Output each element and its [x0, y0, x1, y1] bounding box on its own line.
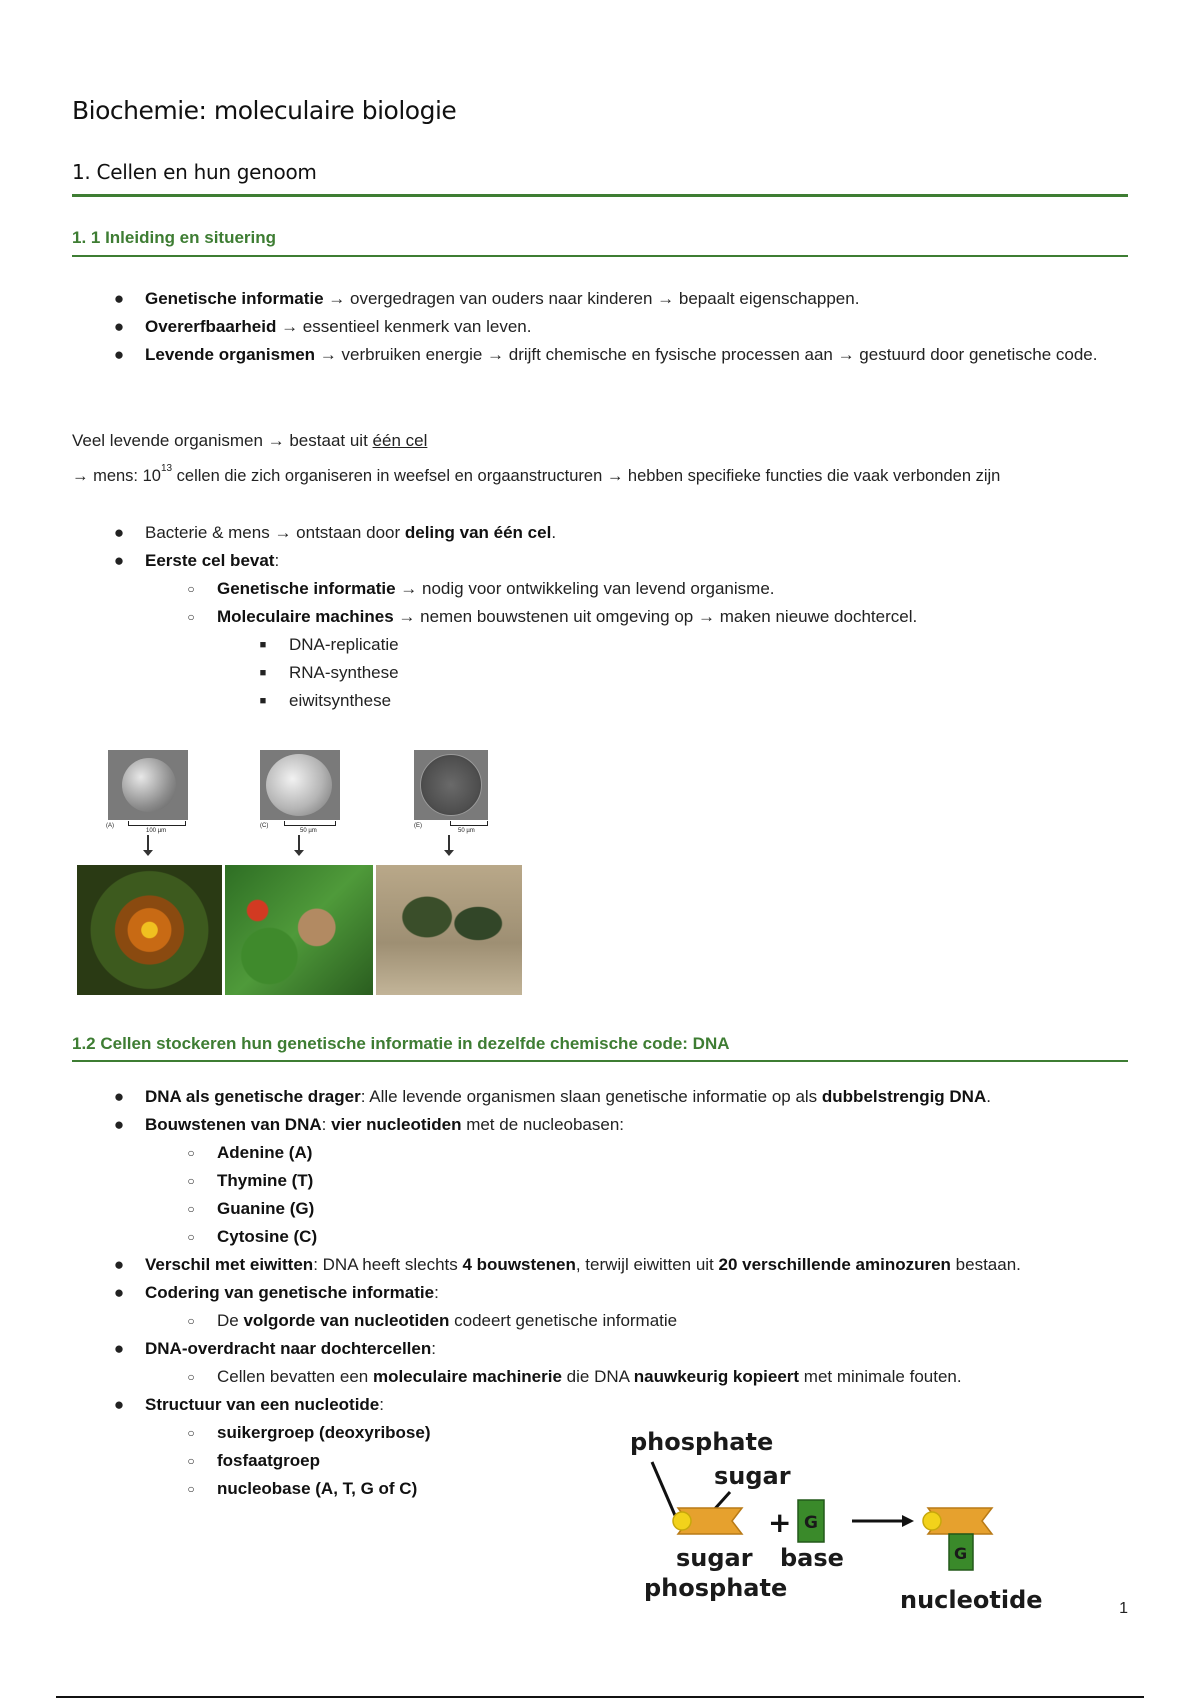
- list-item: ○ De volgorde van nucleotiden codeert genetische informatie: [187, 1311, 678, 1330]
- section-title-1-2: 1.2 Cellen stockeren hun genetische informatie in dezelfde chemische code: DNA: [72, 1034, 730, 1053]
- list-item: ● Genetische informatie → overgedragen van ouders naar kinderen → bepaalt eigenschappen.: [113, 289, 860, 308]
- panel-label: (C): [260, 823, 269, 829]
- section-divider: [72, 1060, 1128, 1062]
- paragraph-human-cells: → mens: $10^{13}$ cellen die zich organiseren in weefsel en orgaanstructuren → hebben specifieke functies die vaak verbonden zijn: [72, 463, 1001, 485]
- list-item: ○ Adenine (A): [187, 1143, 313, 1162]
- list-item: ● Bouwstenen van DNA: vier nucleotiden met de nucleobasen:: [113, 1115, 625, 1134]
- sugar-label: sugar: [714, 1462, 791, 1490]
- list-item: ● Structuur van een nucleotide:: [113, 1395, 384, 1414]
- list-item: ● DNA-overdracht naar dochtercellen:: [113, 1339, 436, 1358]
- organism-photo-plant: [376, 865, 522, 995]
- list-item: ● Verschil met eiwitten: DNA heeft slechts 4 bouwstenen, terwijl eiwitten uit 20 verschillende aminozuren bestaan.: [113, 1255, 1021, 1274]
- nucleotide-label: nucleotide: [900, 1586, 1043, 1614]
- list-item: ○ Moleculaire machines → nemen bouwstenen uit omgeving op → maken nieuwe dochtercel.: [187, 607, 918, 626]
- list-item: ○ Thymine (T): [187, 1171, 314, 1190]
- arrow-down-icon: [448, 835, 450, 851]
- scale-bar: [284, 821, 336, 826]
- nucleotide-diagram: [620, 1420, 1050, 1620]
- page-bottom-border: [56, 1696, 1144, 1698]
- reaction-arrow-head: [902, 1515, 914, 1527]
- organism-photo-mouse: [225, 865, 373, 995]
- document-title: Biochemie: moleculaire biologie: [72, 96, 457, 125]
- list-item: ● Eerste cel bevat:: [113, 551, 280, 570]
- product-phosphate-dot: [923, 1512, 941, 1530]
- list-item: ○ Cytosine (C): [187, 1227, 318, 1246]
- chapter-title: 1. Cellen en hun genoom: [72, 160, 317, 184]
- arrow-down-icon: [298, 835, 300, 851]
- egg-image-e: [414, 750, 488, 820]
- chapter-divider: [72, 194, 1128, 197]
- intro-bullet-list: [113, 285, 1125, 369]
- base-label: base: [780, 1544, 844, 1572]
- panel-label: (E): [414, 823, 422, 829]
- list-item: ● Levende organismen → verbruiken energie → drijft chemische en fysische processen aan → gestuurd door genetische code.: [113, 345, 1098, 364]
- list-item: ■ eiwitsynthese: [259, 691, 392, 710]
- phosphate-pointer-line: [652, 1462, 677, 1520]
- list-item: ○ fosfaatgroep: [187, 1451, 320, 1470]
- section-title-1-1: 1. 1 Inleiding en situering: [72, 228, 277, 247]
- list-item: ● Bacterie & mens → ontstaan door deling van één cel.: [113, 523, 557, 542]
- organism-photo-sea-urchin: [77, 865, 222, 995]
- paragraph-single-cell: Veel levende organismen → bestaat uit één cel: [72, 431, 428, 450]
- list-item: ○ suikergroep (deoxyribose): [187, 1423, 431, 1442]
- list-item: ● DNA als genetische drager: Alle levende organismen slaan genetische informatie op als dubbelstrengig DNA.: [113, 1087, 991, 1106]
- list-item: ● Codering van genetische informatie:: [113, 1283, 439, 1302]
- list-item: ○ Genetische informatie → nodig voor ontwikkeling van levend organisme.: [187, 579, 775, 598]
- egg-image-a: [108, 750, 188, 820]
- scale-label: 50 µm: [458, 828, 475, 834]
- egg-image-c: [260, 750, 340, 820]
- list-item: ■ RNA-synthese: [259, 663, 399, 682]
- product-base-letter: G: [954, 1544, 968, 1563]
- scale-label: 100 µm: [146, 828, 167, 834]
- page-number: 1: [1119, 1600, 1128, 1617]
- cell-division-list: [113, 519, 1125, 715]
- scale-label: 50 µm: [300, 828, 317, 834]
- phosphate-label: phosphate: [630, 1428, 774, 1456]
- list-item: ○ nucleobase (A, T, G of C): [187, 1479, 418, 1498]
- sugar-phosphate-label-2: phosphate: [644, 1574, 788, 1602]
- section-divider: [72, 255, 1128, 257]
- plus-sign: +: [768, 1506, 792, 1539]
- list-item: ■ DNA-replicatie: [259, 635, 399, 654]
- panel-label: (A): [106, 823, 114, 829]
- list-item: ○ Cellen bevatten een moleculaire machinerie die DNA nauwkeurig kopieert met minimale fouten.: [187, 1367, 962, 1386]
- scale-bar: [450, 821, 488, 826]
- arrow-down-icon: [147, 835, 149, 851]
- scale-bar: [128, 821, 186, 826]
- list-item: ● Overerfbaarheid → essentieel kenmerk van leven.: [113, 317, 532, 336]
- list-item: ○ Guanine (G): [187, 1199, 315, 1218]
- sugar-phosphate-label-1: sugar: [676, 1544, 753, 1572]
- phosphate-dot: [673, 1512, 691, 1530]
- base-letter: G: [804, 1513, 818, 1533]
